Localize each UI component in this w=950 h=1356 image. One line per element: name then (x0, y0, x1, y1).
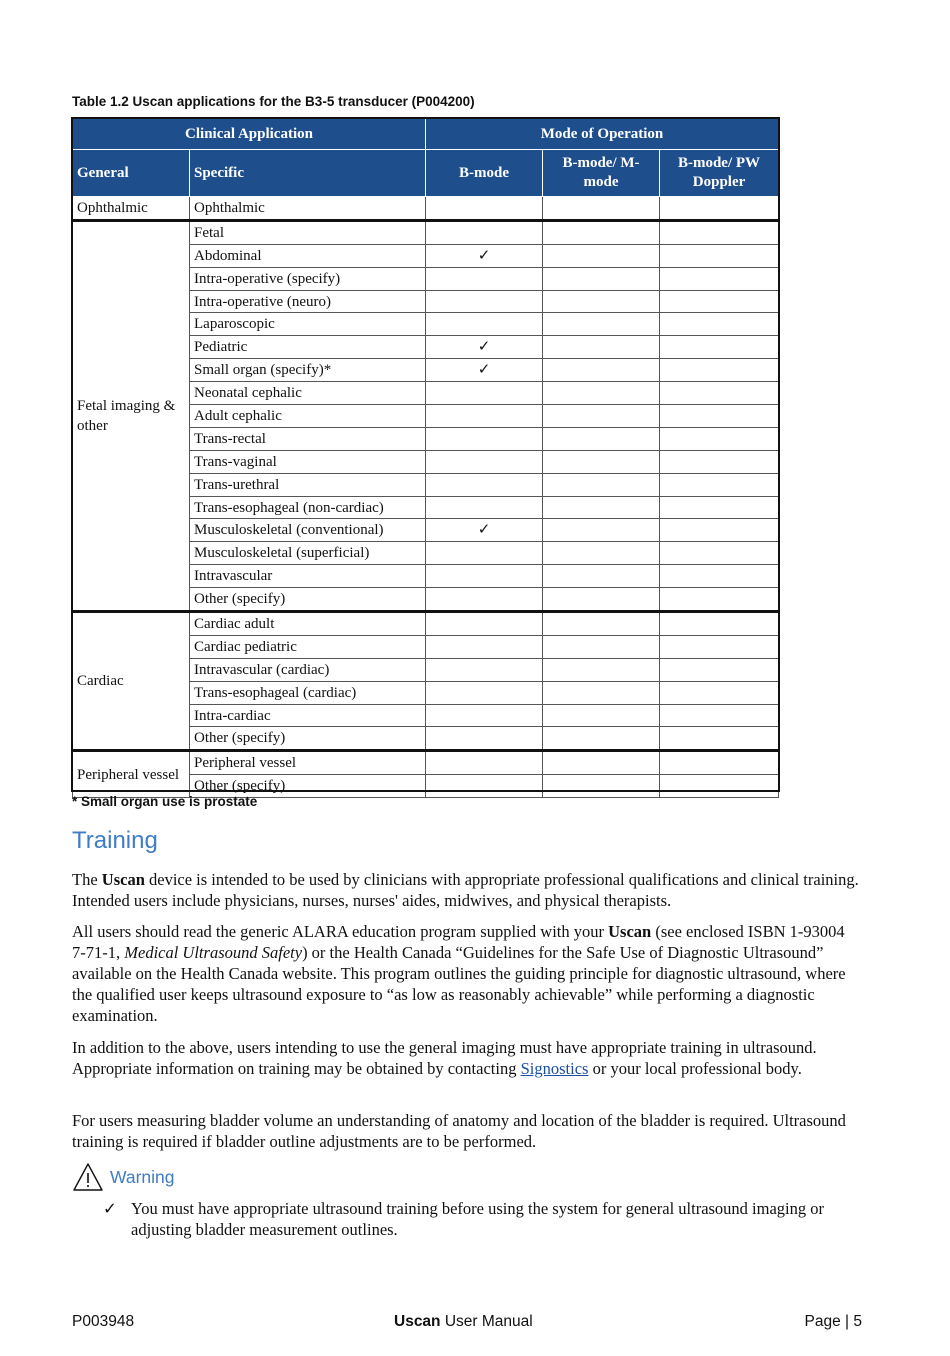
cell-specific: Small organ (specify)* (190, 359, 426, 382)
cell-bmode (426, 427, 543, 450)
table-row (73, 751, 779, 775)
warning-item (103, 1198, 863, 1240)
cell-bmode-pw-doppler (660, 473, 779, 496)
cell-bmode-mmode (543, 727, 660, 751)
cell-bmode-pw-doppler (660, 220, 779, 244)
cell-bmode: ✓ (426, 336, 543, 359)
checkmark-icon: ✓ (103, 1199, 117, 1218)
cell-specific: Trans-esophageal (non-cardiac) (190, 496, 426, 519)
cell-bmode-mmode (543, 519, 660, 542)
cell-bmode-mmode (543, 359, 660, 382)
footer-doc-id: P003948 (72, 1313, 135, 1330)
col-bmode-pw-doppler: B-mode/ PW Doppler (660, 150, 779, 197)
cell-specific: Intravascular (cardiac) (190, 658, 426, 681)
cell-specific: Intra-operative (specify) (190, 267, 426, 290)
cell-bmode-pw-doppler (660, 658, 779, 681)
cell-bmode (426, 382, 543, 405)
cell-specific: Adult cephalic (190, 405, 426, 428)
cell-specific: Trans-vaginal (190, 450, 426, 473)
cell-bmode (426, 290, 543, 313)
col-bmode-mmode: B-mode/ M-mode (543, 150, 660, 197)
table-row (73, 197, 779, 221)
table-body (73, 197, 779, 798)
cell-bmode-pw-doppler (660, 336, 779, 359)
warning-heading (72, 1162, 175, 1192)
cell-bmode (426, 473, 543, 496)
cell-bmode-mmode (543, 267, 660, 290)
cell-bmode-mmode (543, 565, 660, 588)
cell-specific: Peripheral vessel (190, 751, 426, 775)
cell-bmode-mmode (543, 220, 660, 244)
cell-bmode-mmode (543, 473, 660, 496)
cell-bmode-pw-doppler (660, 496, 779, 519)
cell-specific: Musculoskeletal (superficial) (190, 542, 426, 565)
cell-bmode-mmode (543, 244, 660, 267)
cell-specific: Trans-esophageal (cardiac) (190, 681, 426, 704)
cell-bmode (426, 496, 543, 519)
footer-title: Uscan User Manual (394, 1313, 533, 1330)
header-clinical-application: Clinical Application (73, 119, 426, 150)
cell-bmode-pw-doppler (660, 197, 779, 221)
cell-bmode-mmode (543, 751, 660, 775)
cell-specific: Cardiac pediatric (190, 635, 426, 658)
cell-bmode (426, 565, 543, 588)
cell-general: Ophthalmic (73, 197, 190, 221)
cell-bmode-pw-doppler (660, 382, 779, 405)
cell-bmode-pw-doppler (660, 775, 779, 798)
cell-general: Cardiac (73, 612, 190, 751)
cell-specific: Other (specify) (190, 727, 426, 751)
cell-specific: Musculoskeletal (conventional) (190, 519, 426, 542)
cell-bmode (426, 635, 543, 658)
cell-specific: Intra-cardiac (190, 704, 426, 727)
cell-bmode-mmode (543, 635, 660, 658)
cell-specific: Intravascular (190, 565, 426, 588)
cell-bmode-pw-doppler (660, 427, 779, 450)
cell-specific: Abdominal (190, 244, 426, 267)
footer-page-number: Page | 5 (804, 1313, 862, 1330)
cell-bmode (426, 704, 543, 727)
cell-bmode-pw-doppler (660, 612, 779, 636)
cell-bmode-mmode (543, 336, 660, 359)
cell-specific: Trans-rectal (190, 427, 426, 450)
cell-bmode (426, 405, 543, 428)
cell-bmode (426, 313, 543, 336)
cell-bmode-mmode (543, 290, 660, 313)
cell-bmode-mmode (543, 658, 660, 681)
cell-bmode-mmode (543, 612, 660, 636)
cell-specific: Cardiac adult (190, 612, 426, 636)
cell-bmode-pw-doppler (660, 635, 779, 658)
cell-bmode-pw-doppler (660, 405, 779, 428)
table-caption: Table 1.2 Uscan applications for the B3-5 transducer (P004200) (72, 94, 475, 109)
cell-bmode-mmode (543, 775, 660, 798)
training-paragraph-4: For users measuring bladder volume an understanding of anatomy and location of the bladder is required. Ultrasound training is required if bladder outline adjustments are to be performed. (72, 1111, 846, 1151)
col-specific: Specific (190, 150, 426, 197)
table-row (73, 612, 779, 636)
cell-bmode-mmode (543, 313, 660, 336)
cell-bmode-pw-doppler (660, 450, 779, 473)
cell-bmode (426, 727, 543, 751)
cell-specific: Other (specify) (190, 588, 426, 612)
cell-bmode-mmode (543, 197, 660, 221)
cell-bmode-mmode (543, 496, 660, 519)
cell-bmode (426, 751, 543, 775)
cell-bmode (426, 450, 543, 473)
cell-bmode-mmode (543, 588, 660, 612)
cell-general: Peripheral vessel (73, 751, 190, 798)
cell-bmode (426, 612, 543, 636)
cell-bmode: ✓ (426, 244, 543, 267)
header-mode-of-operation: Mode of Operation (426, 119, 779, 150)
cell-bmode-mmode (543, 542, 660, 565)
cell-general: Fetal imaging & other (73, 220, 190, 611)
cell-bmode (426, 542, 543, 565)
warning-triangle-icon (72, 1162, 104, 1192)
cell-bmode-pw-doppler (660, 542, 779, 565)
cell-bmode-pw-doppler (660, 751, 779, 775)
cell-bmode-mmode (543, 681, 660, 704)
cell-bmode: ✓ (426, 359, 543, 382)
cell-specific: Fetal (190, 220, 426, 244)
cell-bmode-mmode (543, 427, 660, 450)
section-heading-training: Training (72, 827, 158, 854)
table-footnote: * Small organ use is prostate (72, 794, 258, 809)
cell-bmode (426, 658, 543, 681)
cell-bmode (426, 588, 543, 612)
cell-specific: Intra-operative (neuro) (190, 290, 426, 313)
cell-bmode-pw-doppler (660, 588, 779, 612)
cell-bmode-pw-doppler (660, 290, 779, 313)
training-paragraph-2: All users should read the generic ALARA education program supplied with your Uscan (see enclosed ISBN 1-93004 7-71-1, Medical Ultrasound Safety) or the Health Canada “Guidelines for the Safe Use of Diagnostic Ultrasound” available on the Health Canada website. This program outlines the guiding principle for diagnostic ultrasound, where the qualified user keeps ultrasound exposure to “as low as reasonably achievable” while performing a diagnostic examination. (72, 922, 846, 1025)
cell-bmode (426, 197, 543, 221)
cell-bmode (426, 267, 543, 290)
cell-bmode-mmode (543, 382, 660, 405)
warning-item-text: You must have appropriate ultrasound training before using the system for general ultrasound imaging or adjusting bladder measurement outlines. (131, 1199, 825, 1239)
cell-bmode-pw-doppler (660, 681, 779, 704)
cell-bmode (426, 775, 543, 798)
warning-label: Warning (110, 1166, 175, 1187)
cell-specific: Pediatric (190, 336, 426, 359)
cell-bmode-pw-doppler (660, 244, 779, 267)
cell-specific: Other (specify) (190, 775, 426, 798)
training-paragraph-3: In addition to the above, users intending to use the general imaging must have appropriate training in ultrasound. Appropriate information on training may be obtained by contacting Signostics or your local professional body. (72, 1038, 817, 1078)
signostics-link[interactable]: Signostics (520, 1059, 589, 1078)
table-row (73, 220, 779, 244)
applications-table (72, 118, 779, 798)
training-paragraph-1: The Uscan device is intended to be used by clinicians with appropriate professional qualifications and clinical training. Intended users include physicians, nurses, nurses' aides, midwives, and physical therapists. (72, 870, 859, 910)
cell-bmode-mmode (543, 405, 660, 428)
cell-bmode-mmode (543, 704, 660, 727)
cell-specific: Ophthalmic (190, 197, 426, 221)
cell-bmode (426, 220, 543, 244)
cell-bmode-pw-doppler (660, 704, 779, 727)
col-general: General (73, 150, 190, 197)
cell-bmode (426, 681, 543, 704)
cell-specific: Laparoscopic (190, 313, 426, 336)
cell-bmode: ✓ (426, 519, 543, 542)
cell-bmode-pw-doppler (660, 565, 779, 588)
cell-bmode-pw-doppler (660, 519, 779, 542)
col-bmode: B-mode (426, 150, 543, 197)
cell-bmode-pw-doppler (660, 313, 779, 336)
cell-specific: Neonatal cephalic (190, 382, 426, 405)
cell-bmode-pw-doppler (660, 727, 779, 751)
cell-bmode-mmode (543, 450, 660, 473)
cell-specific: Trans-urethral (190, 473, 426, 496)
cell-bmode-pw-doppler (660, 267, 779, 290)
cell-bmode-pw-doppler (660, 359, 779, 382)
